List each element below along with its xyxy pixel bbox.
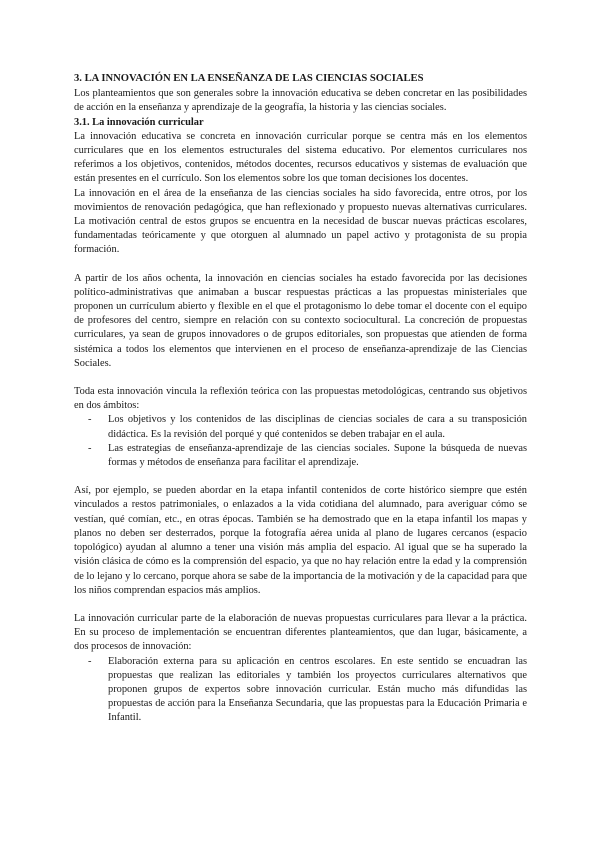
paragraph-6: La innovación curricular parte de la elaboración de nuevas propuestas curriculares para llevar a la práctica. En su proceso de implementación se encuentran diferentes planteamientos, que dan lugar, básicamente, a dos procesos de innovación: [74,612,527,653]
list-ambitos [74,413,527,470]
paragraph-4: Toda esta innovación vincula la reflexión teórica con las propuestas metodológicas, centrando sus objetivos en dos ámbitos: [74,386,527,412]
list-item-text: Las estrategias de enseñanza-aprendizaje de las ciencias sociales. Supone la búsqueda de nuevas formas y métodos de enseñanza para facilitar el aprendizaje. [108,442,527,469]
dash-bullet: - [88,442,92,454]
list-item-text: Los objetivos y los contenidos de las disciplinas de ciencias sociales de cara a su transposición didáctica. Es la revisión del porqué y qué contenidos se deben trabajar en el aula. [108,414,527,440]
paragraph-1: La innovación educativa se concreta en innovación curricular porque se centra más en los elementos curriculares que en los elementos estructurales del sistema educativo. Por elementos curriculares nos referimos a los objetivos, contenidos, métodos docentes, recursos educativos y sistemas de evaluación que están presentes en el currículo. Son los elementos sobre los que toman decisiones los docentes. [74,130,527,185]
list-item [74,413,527,441]
intro-paragraph: Los planteamientos que son generales sobre la innovación educativa se deben concretar en las posibilidades de acción en la enseñanza y aprendizaje de la geografía, la historia y las ciencias sociales. [74,88,527,114]
spacer [74,470,527,484]
paragraph-5: Así, por ejemplo, se pueden abordar en la etapa infantil contenidos de corte histórico siempre que estén vinculados a restos patrimoniales, o enlazados a la vida cotidiana del alumnado, para averiguar cómo se vestían, qué comían, etc., en otras épocas. También se ha demostrado que en la etapa infantil los mapas y planos no deben ser desterrados, porque la fotografía aérea unida al plano de lugares cercanos (espacio topológico) ayudan al alumno a tener una visión más amplia del espacio. Al igual que se ha superado la visión clásica de cómo es la comprensión del espacio, ya que no hay relación entre la edad y la comprensión de lo lejano y lo cercano, porque ahora se sabe de la importancia de la motivación y de la capacidad para que los niños comprendan espacios más amplios. [74,485,527,596]
list-item-text: Elaboración externa para su aplicación en centros escolares. En este sentido se encuadran las propuestas que realizan las editoriales y también los proyectos curriculares alternativos que proponen grupos de expertos sobre innovación curricular. Están mucho más difundidas las propuestas de acción para la Enseñanza Secundaria, que las propuestas para la Educación Primaria e Infantil. [108,655,527,724]
list-item [74,655,527,726]
spacer [74,371,527,385]
subsection-title: 3.1. La innovación curricular [74,116,204,128]
dash-bullet: - [88,414,92,426]
paragraph-3: A partir de los años ochenta, la innovación en ciencias sociales ha estado favorecida por las decisiones político-administrativas que animaban a buscar respuestas prácticas a las propuestas ministeriales que proponen un currículum abierto y flexible en el que el protagonismo lo debe tomar el docente con el equipo de profesores del centro, siempre en relación con su contexto sociocultural. La concreción de propuestas curriculares, ya sean de grupos innovadores o de grupos editoriales, son propuestas que atienden de forma sistémica a todos los elementos que intervienen en el proceso de enseñanza-aprendizaje de las Ciencias Sociales. [74,272,527,369]
paragraph-2: La innovación en el área de la enseñanza de las ciencias sociales ha sido favorecida, entre otros, por los movimientos de renovación pedagógica, que han reflexionado y propuesto nuevas alternativas curriculares. La motivación central de estos grupos se encuentra en la necesidad de buscar nuevas prácticas escolares, fundamentadas teóricamente y que otorguen al alumnado un papel activo y protagonista de su propia formación. [74,187,527,256]
spacer [74,598,527,612]
list-item [74,442,527,470]
list-procesos [74,655,527,726]
spacer [74,258,527,272]
dash-bullet: - [88,655,92,667]
section-title: 3. LA INNOVACIÓN EN LA ENSEÑANZA DE LAS CIENCIAS SOCIALES [74,73,424,84]
